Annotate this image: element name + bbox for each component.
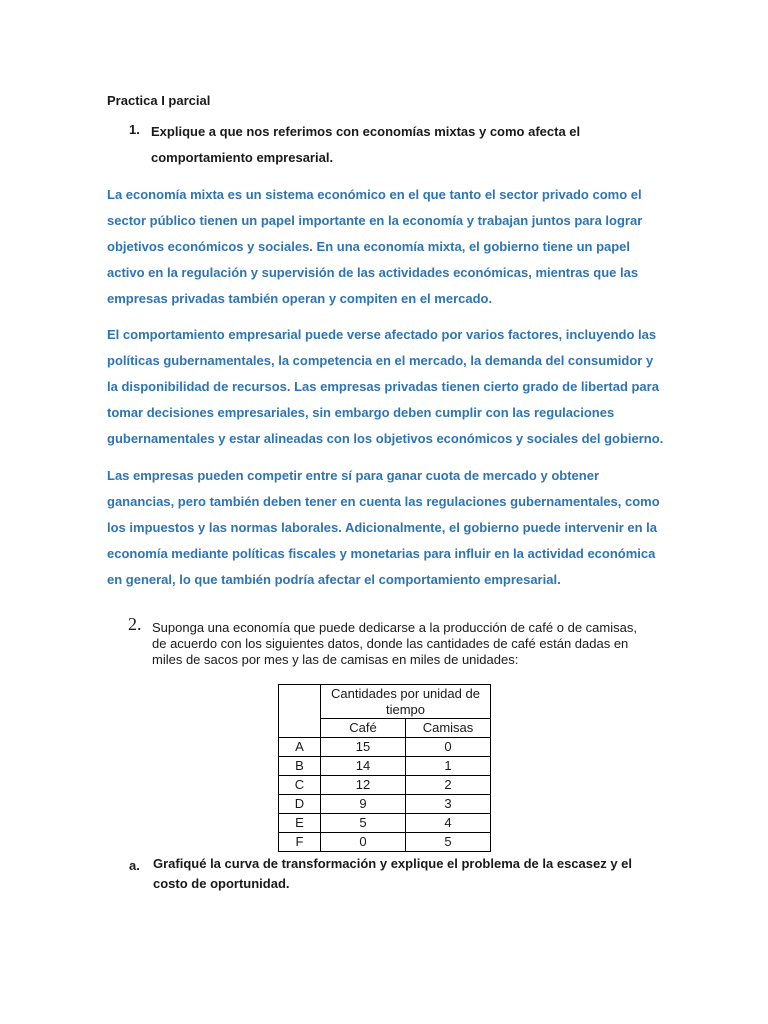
row-label: B bbox=[279, 757, 321, 776]
table-col-header-cafe: Café bbox=[321, 719, 406, 738]
question-1-text: Explique a que nos referimos con economías mixtas y como afecta el comportamiento empresarial. bbox=[151, 124, 581, 165]
table-row bbox=[279, 757, 491, 776]
production-table bbox=[278, 684, 491, 852]
table-row bbox=[279, 833, 491, 852]
camisas-cell: 3 bbox=[406, 795, 491, 814]
cafe-cell: 12 bbox=[321, 776, 406, 795]
cafe-cell: 0 bbox=[321, 833, 406, 852]
question-a-letter: a. bbox=[129, 858, 140, 873]
page-title: Practica I parcial bbox=[107, 93, 211, 108]
table-row bbox=[279, 776, 491, 795]
answer-paragraph-3: Las empresas pueden competir entre sí para ganar cuota de mercado y obtener ganancias, pero también deben tener en cuenta las regulaciones gubernamentales, como los impuestos y las normas laborales. Adicionalmente, el gobierno puede intervenir en la economía mediante políticas fiscales y monetarias para influir en la actividad económica en general, lo que también podría afectar el comportamiento empresarial. bbox=[107, 468, 660, 587]
table-header: Cantidades por unidad de tiempo bbox=[321, 685, 491, 719]
row-label: E bbox=[279, 814, 321, 833]
camisas-cell: 4 bbox=[406, 814, 491, 833]
table-row bbox=[279, 738, 491, 757]
table-corner-cell bbox=[279, 685, 321, 738]
answer-paragraph-1: La economía mixta es un sistema económico en el que tanto el sector privado como el sector público tienen un papel importante en la economía y trabajan juntos para lograr objetivos económicos y sociales. En una economía mixta, el gobierno tiene un papel activo en la regulación y supervisión de las actividades económicas, mientras que las empresas privadas también operan y compiten en el mercado. bbox=[107, 187, 643, 306]
table-col-header-camisas: Camisas bbox=[406, 719, 491, 738]
camisas-cell: 0 bbox=[406, 738, 491, 757]
row-label: C bbox=[279, 776, 321, 795]
camisas-cell: 2 bbox=[406, 776, 491, 795]
camisas-cell: 5 bbox=[406, 833, 491, 852]
cafe-cell: 9 bbox=[321, 795, 406, 814]
question-2-text: Suponga una economía que puede dedicarse a la producción de café o de camisas, de acuerdo con los siguientes datos, donde las cantidades de café están dadas en miles de sacos por mes y las de camisas en miles de unidades: bbox=[152, 620, 637, 667]
table-row bbox=[279, 814, 491, 833]
question-2-number: 2. bbox=[128, 614, 142, 634]
row-label: F bbox=[279, 833, 321, 852]
table-row bbox=[279, 795, 491, 814]
question-1-number: 1. bbox=[129, 122, 140, 137]
cafe-cell: 5 bbox=[321, 814, 406, 833]
question-a-text: Grafiqué la curva de transformación y explique el problema de la escasez y el costo de oportunidad. bbox=[153, 856, 633, 891]
answer-paragraph-2: El comportamiento empresarial puede verse afectado por varios factores, incluyendo las políticas gubernamentales, la competencia en el mercado, la demanda del consumidor y la disponibilidad de recursos. Las empresas privadas tienen cierto grado de libertad para tomar decisiones empresariales, sin embargo deben cumplir con las regulaciones gubernamentales y estar alineadas con los objetivos económicos y sociales del gobierno. bbox=[107, 327, 664, 446]
row-label: D bbox=[279, 795, 321, 814]
cafe-cell: 15 bbox=[321, 738, 406, 757]
row-label: A bbox=[279, 738, 321, 757]
cafe-cell: 14 bbox=[321, 757, 406, 776]
camisas-cell: 1 bbox=[406, 757, 491, 776]
